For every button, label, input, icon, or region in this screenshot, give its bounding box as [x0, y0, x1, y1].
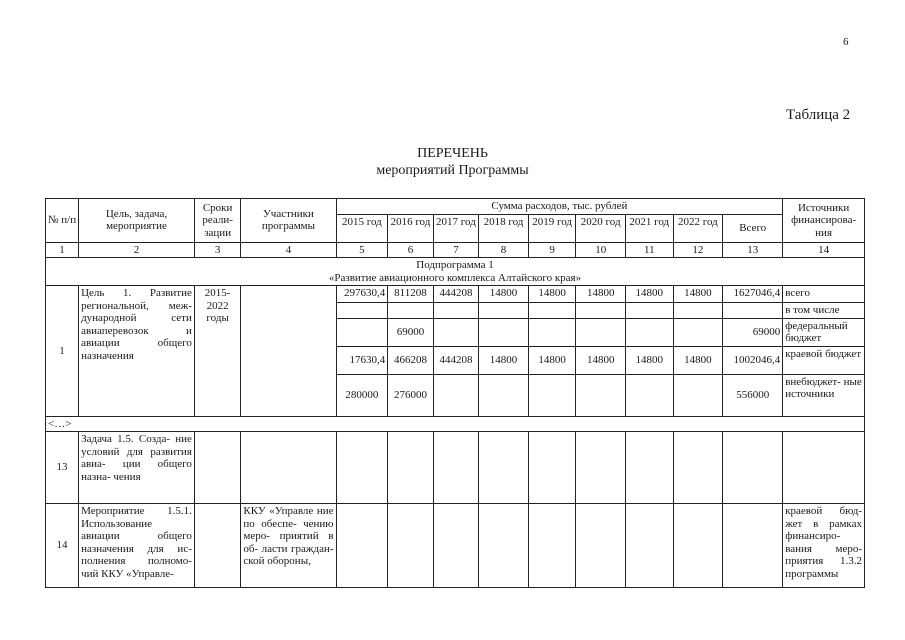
empty-cell — [336, 504, 388, 588]
empty-cell — [576, 504, 626, 588]
column-number: 12 — [673, 242, 723, 258]
subprogram-title: Подпрограмма 1 — [416, 259, 494, 271]
column-number: 6 — [388, 242, 433, 258]
empty-cell — [336, 432, 388, 504]
table-label: Таблица 2 — [786, 107, 851, 123]
amount-cell — [626, 303, 674, 319]
amount-cell: 14800 — [528, 286, 576, 303]
document-title — [0, 145, 905, 179]
amount-cell: 444208 — [433, 346, 478, 374]
column-number: 3 — [194, 242, 241, 258]
amount-cell: 14800 — [576, 346, 626, 374]
amount-cell — [336, 318, 388, 346]
row-number: 14 — [46, 504, 79, 588]
row-number: 13 — [46, 432, 79, 504]
empty-cell — [673, 504, 723, 588]
title-line-2: мероприятий Программы — [376, 163, 529, 178]
column-number: 2 — [79, 242, 195, 258]
participants-text — [241, 286, 336, 417]
amount-cell — [626, 374, 674, 416]
empty-cell — [673, 432, 723, 504]
empty-cell — [723, 432, 783, 504]
amount-cell: 14800 — [479, 346, 529, 374]
column-number: 5 — [336, 242, 388, 258]
amount-cell — [673, 303, 723, 319]
source-cell: краевой бюд- жет в рамках финансиро- вания меро- приятия 1.3.2 программы — [783, 504, 865, 588]
goal-text: Мероприятие 1.5.1. Использование авиации общего назначения для ис- полнения полномо- чий ККУ «Управле- — [79, 504, 195, 588]
amount-cell — [433, 318, 478, 346]
source-cell: внебюджет- ные источники — [783, 374, 865, 416]
measures-table — [45, 198, 865, 588]
amount-cell — [528, 303, 576, 319]
header-sources: Источники финансирова- ния — [783, 199, 865, 243]
subprogram-header — [46, 258, 865, 286]
goal-text: Задача 1.5. Созда- ние условий для развития авиа- ции общего назна- чения — [79, 432, 195, 504]
source-cell: краевой бюджет — [783, 346, 865, 374]
column-number: 14 — [783, 242, 865, 258]
amount-cell — [576, 318, 626, 346]
empty-cell — [479, 432, 529, 504]
column-number: 9 — [528, 242, 576, 258]
amount-cell — [528, 374, 576, 416]
header-year: 2019 год — [528, 214, 576, 242]
empty-cell — [433, 504, 478, 588]
empty-cell — [479, 504, 529, 588]
source-cell: федеральный бюджет — [783, 318, 865, 346]
header-year: 2017 год — [433, 214, 478, 242]
amount-cell — [528, 318, 576, 346]
subprogram-name: «Развитие авиационного комплекса Алтайского края» — [328, 271, 582, 284]
column-number: 4 — [241, 242, 336, 258]
empty-cell — [194, 432, 241, 504]
header-goal: Цель, задача, мероприятие — [79, 199, 195, 243]
header-expenses: Сумма расходов, тыс. рублей — [336, 199, 783, 215]
amount-cell — [336, 303, 388, 319]
amount-cell — [576, 303, 626, 319]
total-cell: 1002046,4 — [723, 346, 783, 374]
column-number: 10 — [576, 242, 626, 258]
column-number: 7 — [433, 242, 478, 258]
amount-cell: 466208 — [388, 346, 433, 374]
amount-cell: 69000 — [388, 318, 433, 346]
column-number: 1 — [46, 242, 79, 258]
empty-cell — [433, 432, 478, 504]
amount-cell: 14800 — [528, 346, 576, 374]
amount-cell — [673, 374, 723, 416]
header-year: 2020 год — [576, 214, 626, 242]
ellipsis-row: <…> — [46, 416, 865, 432]
amount-cell: 444208 — [433, 286, 478, 303]
header-year: 2022 год — [673, 214, 723, 242]
header-year: 2015 год — [336, 214, 388, 242]
amount-cell — [479, 303, 529, 319]
amount-cell: 14800 — [576, 286, 626, 303]
amount-cell: 14800 — [673, 286, 723, 303]
empty-cell — [388, 504, 433, 588]
header-num: № п/п — [46, 199, 79, 243]
page-number: 6 — [843, 36, 849, 48]
total-cell: 69000 — [723, 318, 783, 346]
total-cell — [723, 303, 783, 319]
total-cell: 556000 — [723, 374, 783, 416]
goal-text: Цель 1. Развитие региональной, меж- дународной сети авиаперевозок и авиации общего назначения — [79, 286, 195, 417]
empty-cell — [626, 432, 674, 504]
amount-cell — [388, 303, 433, 319]
header-total: Всего — [723, 214, 783, 242]
empty-cell — [194, 504, 241, 588]
amount-cell — [433, 374, 478, 416]
header-year: 2018 год — [479, 214, 529, 242]
amount-cell — [433, 303, 478, 319]
amount-cell: 14800 — [626, 286, 674, 303]
header-year: 2021 год — [626, 214, 674, 242]
column-number: 8 — [479, 242, 529, 258]
source-cell: в том числе — [783, 303, 865, 319]
amount-cell: 276000 — [388, 374, 433, 416]
header-participants: Участники программы — [241, 199, 336, 243]
terms-text: 2015- 2022 годы — [194, 286, 241, 417]
header-terms: Сроки реали- зации — [194, 199, 241, 243]
amount-cell — [673, 318, 723, 346]
amount-cell — [576, 374, 626, 416]
amount-cell: 14800 — [626, 346, 674, 374]
empty-cell — [388, 432, 433, 504]
empty-cell — [723, 504, 783, 588]
total-cell: 1627046,4 — [723, 286, 783, 303]
empty-cell — [528, 432, 576, 504]
amount-cell — [479, 374, 529, 416]
header-year: 2016 год — [388, 214, 433, 242]
amount-cell: 297630,4 — [336, 286, 388, 303]
column-number: 11 — [626, 242, 674, 258]
amount-cell: 811208 — [388, 286, 433, 303]
row-number: 1 — [46, 286, 79, 417]
amount-cell: 14800 — [479, 286, 529, 303]
empty-cell — [576, 432, 626, 504]
empty-cell — [528, 504, 576, 588]
participants-text: ККУ «Управле ние по обеспе- чению меро- приятий в об- ласти граждан- ской обороны, — [241, 504, 336, 588]
amount-cell: 280000 — [336, 374, 388, 416]
amount-cell — [626, 318, 674, 346]
amount-cell: 14800 — [673, 346, 723, 374]
amount-cell — [479, 318, 529, 346]
amount-cell: 17630,4 — [336, 346, 388, 374]
empty-cell — [241, 432, 336, 504]
title-line-1: ПЕРЕЧЕНЬ — [417, 146, 488, 161]
column-number: 13 — [723, 242, 783, 258]
empty-cell — [783, 432, 865, 504]
empty-cell — [626, 504, 674, 588]
source-cell: всего — [783, 286, 865, 303]
